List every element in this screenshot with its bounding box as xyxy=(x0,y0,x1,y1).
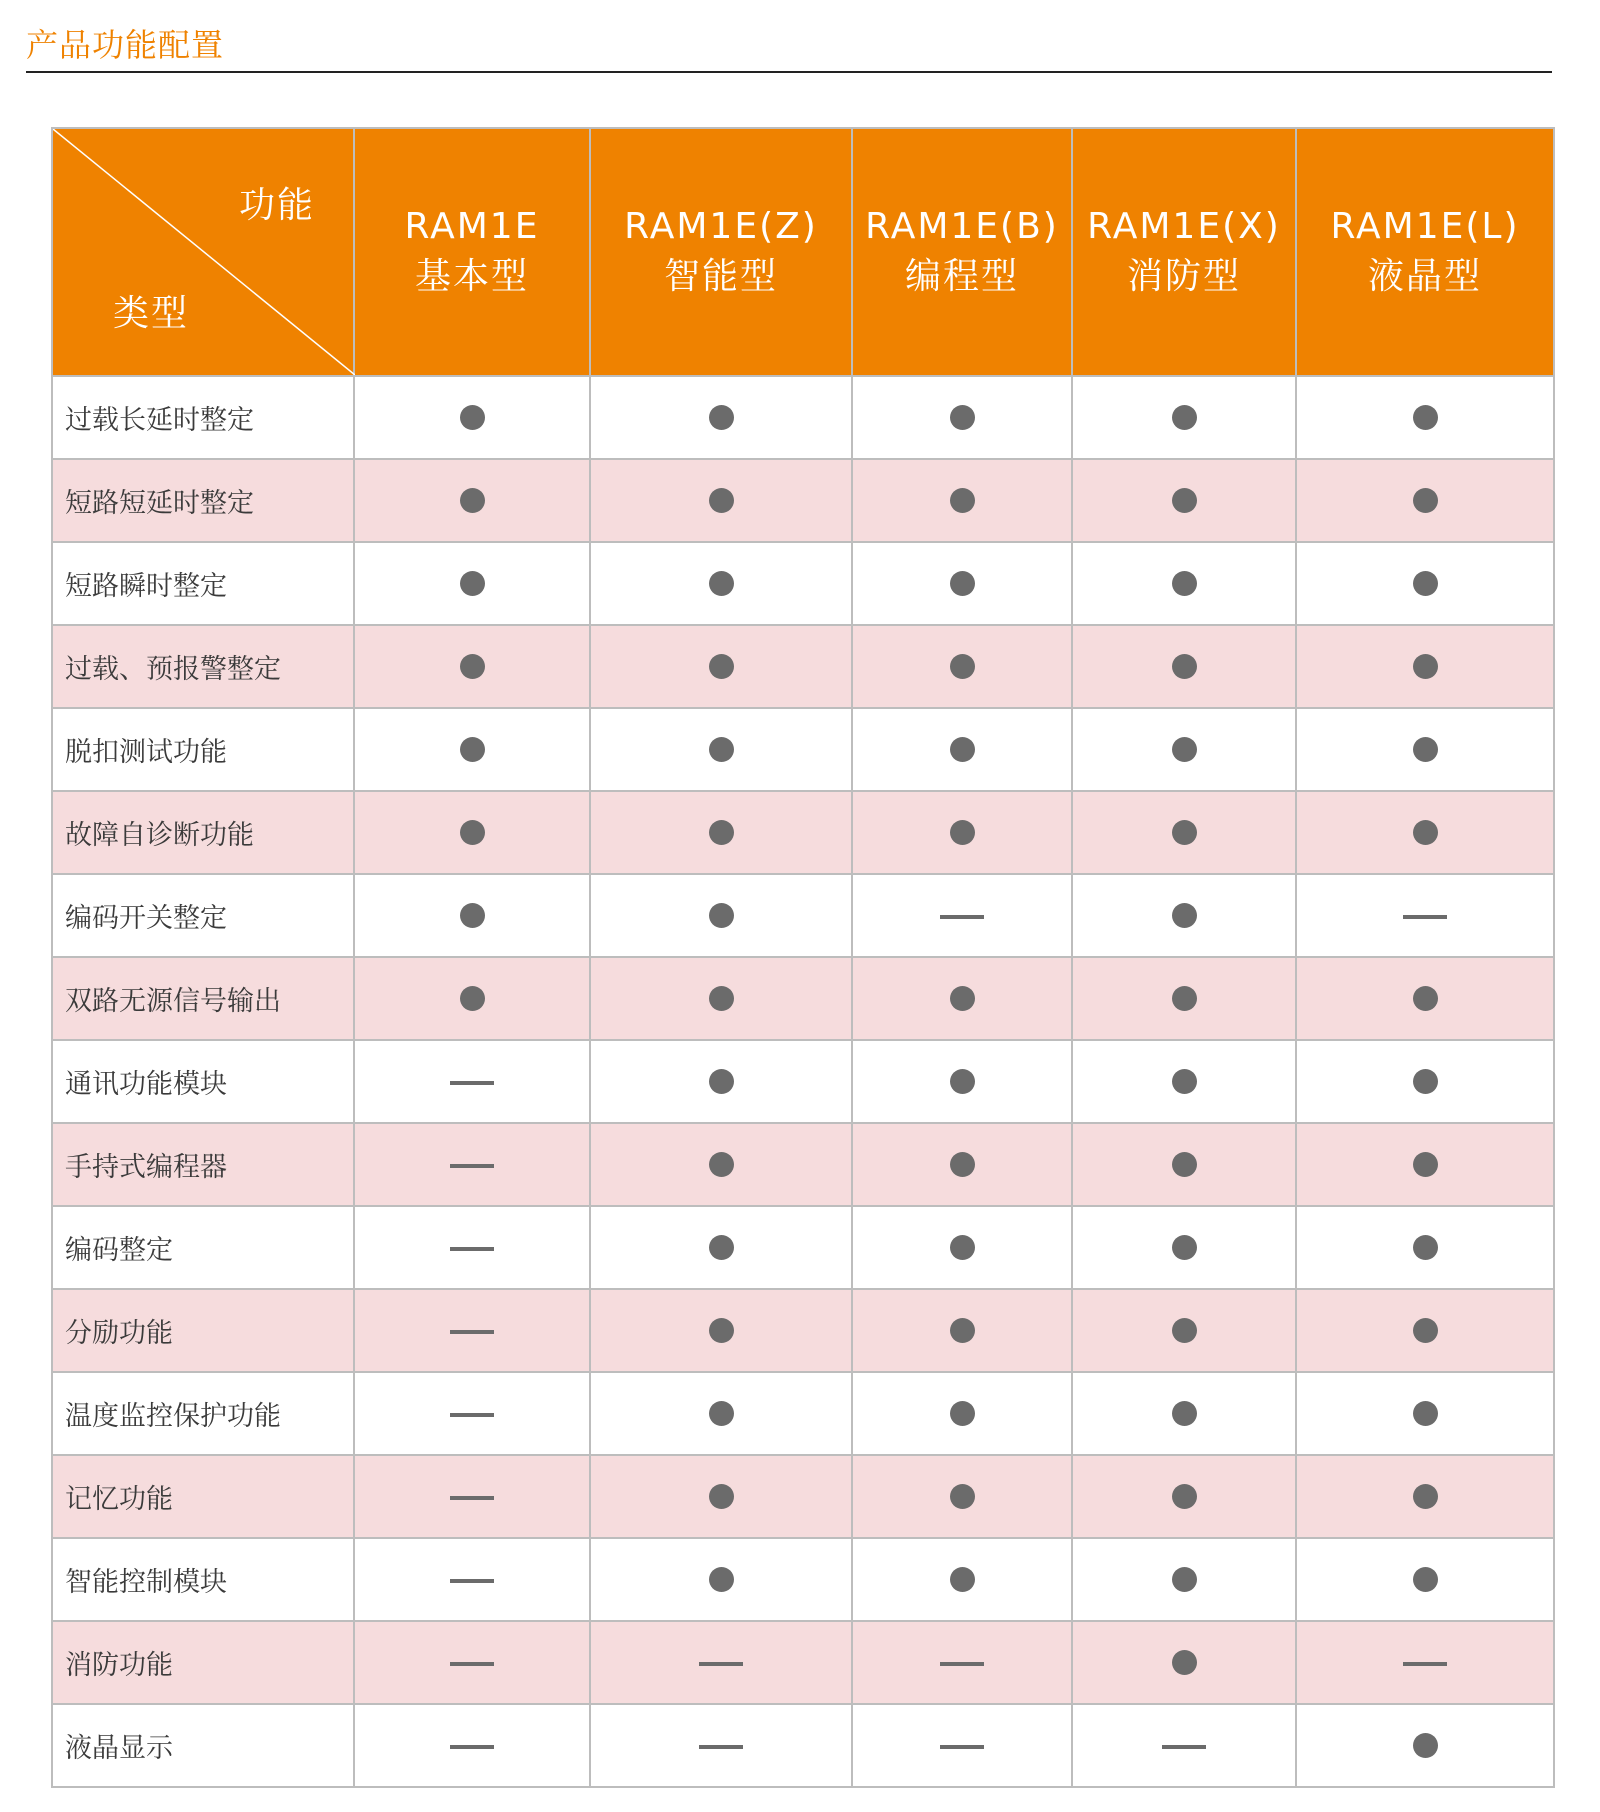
column-type: 编程型 xyxy=(904,256,1019,297)
support-cell xyxy=(852,1538,1072,1621)
support-cell xyxy=(1072,1123,1296,1206)
not-supported-dash-icon xyxy=(699,1662,743,1666)
support-cell xyxy=(1072,1289,1296,1372)
corner-diagonal xyxy=(53,129,355,375)
support-cell xyxy=(354,1455,590,1538)
supported-dot-icon xyxy=(950,1567,975,1592)
not-supported-dash-icon xyxy=(450,1745,494,1749)
supported-dot-icon xyxy=(950,1235,975,1260)
supported-dot-icon xyxy=(460,405,485,430)
supported-dot-icon xyxy=(950,405,975,430)
support-cell xyxy=(1296,1040,1554,1123)
not-supported-dash-icon xyxy=(450,1330,494,1334)
support-cell xyxy=(1072,1372,1296,1455)
feature-label: 过载、预报警整定 xyxy=(52,625,354,708)
support-cell xyxy=(1296,1704,1554,1787)
supported-dot-icon xyxy=(1172,986,1197,1011)
support-cell xyxy=(1296,1123,1554,1206)
support-cell xyxy=(852,1289,1072,1372)
supported-dot-icon xyxy=(709,1567,734,1592)
table-body xyxy=(52,376,1554,1787)
support-cell xyxy=(590,1206,852,1289)
table-row xyxy=(52,1040,1554,1123)
supported-dot-icon xyxy=(950,654,975,679)
supported-dot-icon xyxy=(950,1152,975,1177)
table-row xyxy=(52,1372,1554,1455)
support-cell xyxy=(1296,874,1554,957)
support-cell xyxy=(354,957,590,1040)
supported-dot-icon xyxy=(1413,488,1438,513)
table-row xyxy=(52,1289,1554,1372)
table-row xyxy=(52,1704,1554,1787)
support-cell xyxy=(852,376,1072,459)
support-cell xyxy=(1296,791,1554,874)
support-cell xyxy=(1296,1455,1554,1538)
support-cell xyxy=(1072,1704,1296,1787)
support-cell xyxy=(590,1704,852,1787)
supported-dot-icon xyxy=(1413,1318,1438,1343)
support-cell xyxy=(852,1206,1072,1289)
corner-function-label: 功能 xyxy=(238,185,315,226)
support-cell xyxy=(1072,791,1296,874)
supported-dot-icon xyxy=(460,654,485,679)
feature-label: 短路短延时整定 xyxy=(52,459,354,542)
support-cell xyxy=(1072,1040,1296,1123)
support-cell xyxy=(1296,542,1554,625)
table-row xyxy=(52,791,1554,874)
supported-dot-icon xyxy=(460,986,485,1011)
supported-dot-icon xyxy=(1413,1733,1438,1758)
column-header xyxy=(590,128,852,376)
support-cell xyxy=(1296,1206,1554,1289)
supported-dot-icon xyxy=(1172,654,1197,679)
supported-dot-icon xyxy=(950,1069,975,1094)
support-cell xyxy=(852,459,1072,542)
not-supported-dash-icon xyxy=(940,1662,984,1666)
support-cell xyxy=(354,542,590,625)
not-supported-dash-icon xyxy=(450,1579,494,1583)
supported-dot-icon xyxy=(1413,1235,1438,1260)
product-config-table xyxy=(51,127,1555,1788)
column-model: RAM1E(L) xyxy=(1330,206,1520,247)
support-cell xyxy=(354,625,590,708)
support-cell xyxy=(354,1538,590,1621)
supported-dot-icon xyxy=(1172,1567,1197,1592)
support-cell xyxy=(1072,708,1296,791)
support-cell xyxy=(852,874,1072,957)
column-header xyxy=(1296,128,1554,376)
support-cell xyxy=(590,1289,852,1372)
table-row xyxy=(52,874,1554,957)
support-cell xyxy=(354,1621,590,1704)
supported-dot-icon xyxy=(460,488,485,513)
support-cell xyxy=(852,1123,1072,1206)
supported-dot-icon xyxy=(950,820,975,845)
support-cell xyxy=(852,1621,1072,1704)
supported-dot-icon xyxy=(1172,1650,1197,1675)
supported-dot-icon xyxy=(1172,820,1197,845)
supported-dot-icon xyxy=(709,1152,734,1177)
feature-label: 短路瞬时整定 xyxy=(52,542,354,625)
support-cell xyxy=(1072,625,1296,708)
not-supported-dash-icon xyxy=(450,1662,494,1666)
supported-dot-icon xyxy=(950,1401,975,1426)
support-cell xyxy=(354,1040,590,1123)
support-cell xyxy=(590,957,852,1040)
supported-dot-icon xyxy=(709,1401,734,1426)
not-supported-dash-icon xyxy=(1403,915,1447,919)
support-cell xyxy=(354,1372,590,1455)
supported-dot-icon xyxy=(460,903,485,928)
supported-dot-icon xyxy=(709,737,734,762)
table-row xyxy=(52,957,1554,1040)
feature-label: 液晶显示 xyxy=(52,1704,354,1787)
column-model: RAM1E(X) xyxy=(1087,206,1281,247)
not-supported-dash-icon xyxy=(1162,1745,1206,1749)
supported-dot-icon xyxy=(1172,1069,1197,1094)
support-cell xyxy=(590,874,852,957)
column-header xyxy=(852,128,1072,376)
supported-dot-icon xyxy=(1172,405,1197,430)
table-row xyxy=(52,625,1554,708)
supported-dot-icon xyxy=(1413,1069,1438,1094)
support-cell xyxy=(354,459,590,542)
support-cell xyxy=(1296,459,1554,542)
supported-dot-icon xyxy=(709,820,734,845)
support-cell xyxy=(590,1123,852,1206)
supported-dot-icon xyxy=(1172,1484,1197,1509)
feature-label: 过载长延时整定 xyxy=(52,376,354,459)
not-supported-dash-icon xyxy=(940,1745,984,1749)
supported-dot-icon xyxy=(709,488,734,513)
column-header xyxy=(1072,128,1296,376)
column-type: 智能型 xyxy=(663,256,778,297)
support-cell xyxy=(852,1372,1072,1455)
supported-dot-icon xyxy=(1172,488,1197,513)
support-cell xyxy=(354,1289,590,1372)
supported-dot-icon xyxy=(950,1484,975,1509)
support-cell xyxy=(852,708,1072,791)
supported-dot-icon xyxy=(1413,405,1438,430)
not-supported-dash-icon xyxy=(450,1081,494,1085)
support-cell xyxy=(354,791,590,874)
not-supported-dash-icon xyxy=(699,1745,743,1749)
column-type: 液晶型 xyxy=(1367,256,1482,297)
feature-label: 智能控制模块 xyxy=(52,1538,354,1621)
supported-dot-icon xyxy=(709,654,734,679)
supported-dot-icon xyxy=(1172,1235,1197,1260)
supported-dot-icon xyxy=(460,571,485,596)
supported-dot-icon xyxy=(1413,571,1438,596)
feature-label: 分励功能 xyxy=(52,1289,354,1372)
support-cell xyxy=(852,1040,1072,1123)
supported-dot-icon xyxy=(1172,903,1197,928)
support-cell xyxy=(1296,708,1554,791)
support-cell xyxy=(852,791,1072,874)
support-cell xyxy=(1072,874,1296,957)
supported-dot-icon xyxy=(950,986,975,1011)
support-cell xyxy=(354,708,590,791)
support-cell xyxy=(354,376,590,459)
support-cell xyxy=(1072,459,1296,542)
support-cell xyxy=(354,1206,590,1289)
support-cell xyxy=(1296,957,1554,1040)
feature-label: 编码开关整定 xyxy=(52,874,354,957)
supported-dot-icon xyxy=(1413,1401,1438,1426)
column-header xyxy=(354,128,590,376)
support-cell xyxy=(1072,1621,1296,1704)
support-cell xyxy=(590,1621,852,1704)
table-row xyxy=(52,1538,1554,1621)
supported-dot-icon xyxy=(1413,1152,1438,1177)
supported-dot-icon xyxy=(950,737,975,762)
supported-dot-icon xyxy=(709,1484,734,1509)
supported-dot-icon xyxy=(1172,1401,1197,1426)
column-model: RAM1E xyxy=(404,206,540,247)
supported-dot-icon xyxy=(1172,737,1197,762)
header-row xyxy=(52,128,1554,376)
support-cell xyxy=(590,459,852,542)
table-row xyxy=(52,1455,1554,1538)
column-model: RAM1E(Z) xyxy=(624,206,818,247)
support-cell xyxy=(590,1372,852,1455)
support-cell xyxy=(590,625,852,708)
support-cell xyxy=(1072,1538,1296,1621)
support-cell xyxy=(1072,376,1296,459)
supported-dot-icon xyxy=(709,405,734,430)
supported-dot-icon xyxy=(950,571,975,596)
table-row xyxy=(52,459,1554,542)
support-cell xyxy=(590,1538,852,1621)
feature-label: 记忆功能 xyxy=(52,1455,354,1538)
feature-label: 消防功能 xyxy=(52,1621,354,1704)
support-cell xyxy=(1296,1372,1554,1455)
feature-label: 故障自诊断功能 xyxy=(52,791,354,874)
support-cell xyxy=(852,625,1072,708)
table-row xyxy=(52,1621,1554,1704)
table-row xyxy=(52,708,1554,791)
column-model: RAM1E(B) xyxy=(865,206,1059,247)
support-cell xyxy=(1296,625,1554,708)
corner-type-label: 类型 xyxy=(113,293,190,334)
support-cell xyxy=(590,791,852,874)
page-title: 产品功能配置 xyxy=(26,26,225,64)
not-supported-dash-icon xyxy=(450,1164,494,1168)
support-cell xyxy=(1296,376,1554,459)
supported-dot-icon xyxy=(1172,1318,1197,1343)
feature-label: 手持式编程器 xyxy=(52,1123,354,1206)
table-row xyxy=(52,1206,1554,1289)
supported-dot-icon xyxy=(709,1318,734,1343)
not-supported-dash-icon xyxy=(450,1413,494,1417)
not-supported-dash-icon xyxy=(450,1496,494,1500)
feature-label: 脱扣测试功能 xyxy=(52,708,354,791)
support-cell xyxy=(852,957,1072,1040)
supported-dot-icon xyxy=(1413,820,1438,845)
supported-dot-icon xyxy=(1172,571,1197,596)
support-cell xyxy=(1072,1206,1296,1289)
support-cell xyxy=(354,874,590,957)
supported-dot-icon xyxy=(1413,737,1438,762)
corner-header xyxy=(52,128,354,376)
feature-label: 编码整定 xyxy=(52,1206,354,1289)
support-cell xyxy=(1296,1621,1554,1704)
not-supported-dash-icon xyxy=(450,1247,494,1251)
support-cell xyxy=(1296,1538,1554,1621)
title-divider xyxy=(26,71,1552,73)
supported-dot-icon xyxy=(709,1235,734,1260)
support-cell xyxy=(590,708,852,791)
supported-dot-icon xyxy=(460,820,485,845)
column-type: 基本型 xyxy=(414,256,529,297)
table-row xyxy=(52,376,1554,459)
support-cell xyxy=(1296,1289,1554,1372)
feature-label: 双路无源信号输出 xyxy=(52,957,354,1040)
support-cell xyxy=(590,542,852,625)
support-cell xyxy=(1072,1455,1296,1538)
table-row xyxy=(52,1123,1554,1206)
feature-label: 通讯功能模块 xyxy=(52,1040,354,1123)
support-cell xyxy=(852,1455,1072,1538)
column-type: 消防型 xyxy=(1126,256,1241,297)
support-cell xyxy=(590,376,852,459)
supported-dot-icon xyxy=(1413,986,1438,1011)
not-supported-dash-icon xyxy=(940,915,984,919)
support-cell xyxy=(1072,957,1296,1040)
support-cell xyxy=(590,1455,852,1538)
supported-dot-icon xyxy=(460,737,485,762)
supported-dot-icon xyxy=(709,986,734,1011)
supported-dot-icon xyxy=(709,1069,734,1094)
supported-dot-icon xyxy=(1413,654,1438,679)
supported-dot-icon xyxy=(1413,1484,1438,1509)
support-cell xyxy=(354,1123,590,1206)
supported-dot-icon xyxy=(1413,1567,1438,1592)
supported-dot-icon xyxy=(709,571,734,596)
support-cell xyxy=(852,542,1072,625)
support-cell xyxy=(590,1040,852,1123)
support-cell xyxy=(1072,542,1296,625)
feature-label: 温度监控保护功能 xyxy=(52,1372,354,1455)
supported-dot-icon xyxy=(950,488,975,513)
not-supported-dash-icon xyxy=(1403,1662,1447,1666)
supported-dot-icon xyxy=(709,903,734,928)
supported-dot-icon xyxy=(1172,1152,1197,1177)
support-cell xyxy=(354,1704,590,1787)
table-row xyxy=(52,542,1554,625)
support-cell xyxy=(852,1704,1072,1787)
supported-dot-icon xyxy=(950,1318,975,1343)
